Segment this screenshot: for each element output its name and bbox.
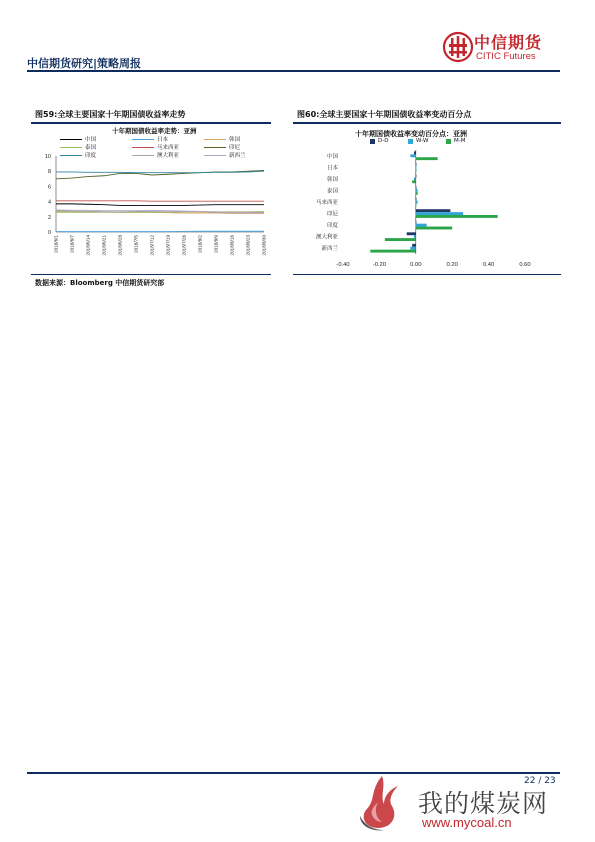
category-label: 韩国 xyxy=(326,176,338,183)
category-label: 中国 xyxy=(326,153,338,160)
legend-label: 韩国 xyxy=(229,137,241,143)
bar-w-w xyxy=(410,154,415,157)
data-source-note: 数据来源：Bloomberg 中信期货研究部 xyxy=(35,279,165,287)
x-tick-label: 2018/6/1 xyxy=(53,235,59,253)
legend-swatch xyxy=(370,139,375,144)
category-label: 新西兰 xyxy=(321,246,338,253)
x-tick-label: 2018/8/30 xyxy=(261,235,267,256)
bar-w-w xyxy=(416,212,463,215)
bar-w-w xyxy=(416,189,418,192)
legend-label: W-W xyxy=(416,138,429,144)
x-tick-label: 2018/8/16 xyxy=(229,235,235,256)
bar-d-d xyxy=(416,198,417,201)
x-tick-label: 2018/7/19 xyxy=(165,235,171,256)
x-tick-label: 0.60 xyxy=(519,262,531,268)
x-tick-label: -0.20 xyxy=(372,262,387,268)
report-title: 中信期货研究|策略周报 xyxy=(27,57,142,70)
legend-entry xyxy=(132,135,168,143)
bar-m-m xyxy=(416,227,452,230)
x-tick-label: 2018/6/21 xyxy=(101,235,107,256)
x-tick-label: 2018/6/28 xyxy=(117,235,123,256)
bar-w-w xyxy=(416,166,417,169)
y-tick-label: 2 xyxy=(47,214,51,221)
y-tick-label: 6 xyxy=(47,184,51,191)
x-tick-label: 2018/8/2 xyxy=(197,235,203,253)
x-tick-label: 2018/7/26 xyxy=(181,235,187,256)
bar-d-d xyxy=(407,232,416,235)
bar-d-d xyxy=(416,209,451,212)
figure59-top-rule xyxy=(31,122,271,124)
y-tick-label: 8 xyxy=(47,169,51,176)
series-line-0 xyxy=(56,204,264,206)
bar-d-d xyxy=(416,221,417,224)
x-tick-label: 2018/6/14 xyxy=(85,235,91,256)
category-label: 马来西亚 xyxy=(315,200,338,206)
series-line-5 xyxy=(56,170,264,178)
legend-entry xyxy=(204,135,240,143)
x-tick-label: 2018/6/7 xyxy=(69,235,75,253)
x-tick-label: 0.20 xyxy=(446,262,458,268)
legend-label: 日本 xyxy=(157,137,169,143)
page-number: 22 / 23 xyxy=(524,776,556,786)
legend-swatch xyxy=(132,139,154,140)
legend-swatch xyxy=(204,139,226,140)
bar-m-m xyxy=(416,157,438,160)
bar-d-d xyxy=(412,244,416,247)
bar-m-m xyxy=(416,203,417,206)
legend-entry xyxy=(408,138,428,144)
legend-swatch xyxy=(446,139,451,144)
legend-label: 印度 xyxy=(85,153,97,159)
logo-text-en: CITIC Futures xyxy=(476,51,536,62)
figure59-line-chart xyxy=(31,148,271,273)
y-tick-label: 0 xyxy=(47,230,51,236)
bar-w-w xyxy=(414,177,416,180)
bar-m-m xyxy=(412,180,416,183)
mycoal-flame-logo-icon xyxy=(352,772,414,832)
bar-m-m xyxy=(416,215,498,218)
bar-m-m xyxy=(416,192,418,195)
category-label: 印尼 xyxy=(326,211,338,218)
logo-text-cn: 中信期货 xyxy=(474,33,543,52)
legend-label: D-D xyxy=(378,138,389,144)
bar-m-m xyxy=(416,169,417,172)
legend-swatch xyxy=(60,139,82,140)
legend-label: 新西兰 xyxy=(229,153,246,159)
bar-d-d xyxy=(416,186,417,189)
bar-m-m xyxy=(370,250,416,253)
x-tick-label: 0.40 xyxy=(482,262,495,268)
figure59-caption: 图59:全球主要国家十年期国债收益率走势 xyxy=(35,110,186,119)
bar-d-d xyxy=(416,175,417,178)
legend-label: M-M xyxy=(454,138,466,144)
figure59-bottom-rule xyxy=(31,274,271,275)
figure59-chart-title: 十年期国债收益率走势：亚洲 xyxy=(112,127,197,135)
y-tick-label: 10 xyxy=(44,154,51,160)
watermark-url: www.mycoal.cn xyxy=(422,815,512,830)
bar-w-w xyxy=(416,224,427,227)
bar-w-w xyxy=(410,247,415,250)
figure60-top-rule xyxy=(293,122,561,124)
header-rule xyxy=(27,70,560,72)
y-tick-label: 4 xyxy=(47,199,51,206)
category-label: 泰国 xyxy=(326,188,338,195)
legend-label: 泰国 xyxy=(85,145,97,151)
legend-label: 中国 xyxy=(85,137,97,143)
legend-label: 印尼 xyxy=(229,145,241,151)
x-tick-label: 2018/7/5 xyxy=(133,235,139,253)
bar-w-w xyxy=(414,235,416,238)
category-label: 澳大利亚 xyxy=(315,234,338,241)
legend-label: 澳大利亚 xyxy=(157,153,180,159)
figure60-bottom-rule xyxy=(293,274,561,275)
watermark-text: 我的煤炭网 xyxy=(418,789,549,818)
legend-label: 马来西亚 xyxy=(157,145,180,151)
bar-d-d xyxy=(414,151,416,154)
bar-m-m xyxy=(385,238,416,241)
legend-entry xyxy=(446,138,465,144)
legend-swatch xyxy=(408,139,413,144)
figure60-bar-chart xyxy=(293,146,561,272)
x-tick-label: 2018/8/9 xyxy=(213,235,219,253)
x-tick-label: 0.00 xyxy=(410,262,422,268)
legend-entry xyxy=(60,135,96,143)
x-tick-label: -0.40 xyxy=(336,262,350,268)
bar-w-w xyxy=(416,201,418,204)
x-tick-label: 2018/7/12 xyxy=(149,235,155,256)
x-tick-label: 2018/8/23 xyxy=(245,235,251,256)
series-line-6 xyxy=(56,171,264,173)
bar-d-d xyxy=(416,163,417,166)
footer-rule xyxy=(27,772,560,774)
category-label: 印度 xyxy=(326,223,338,230)
category-label: 日本 xyxy=(326,165,338,172)
figure60-chart-title: 十年期国债收益率变动百分点：亚洲 xyxy=(355,130,467,138)
figure60-caption: 图60:全球主要国家十年期国债收益率变动百分点 xyxy=(297,110,472,119)
legend-entry xyxy=(370,138,388,144)
